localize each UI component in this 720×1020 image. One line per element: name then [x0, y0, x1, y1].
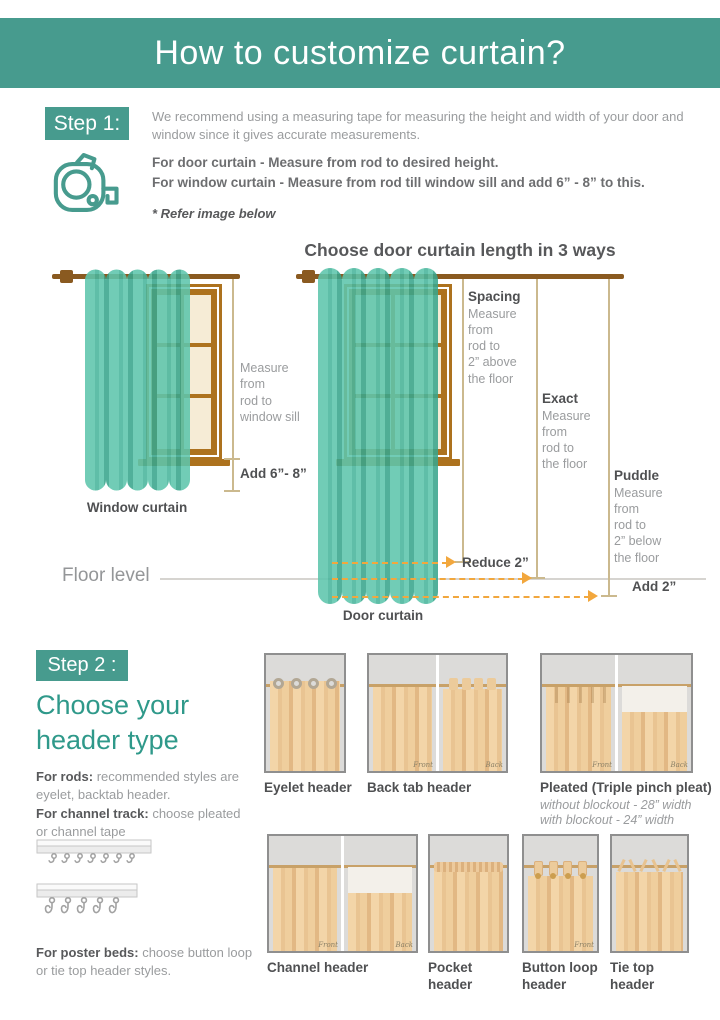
tie-icon [640, 859, 648, 872]
pleated-header-label: Pleated (Triple pinch pleat) [540, 780, 712, 795]
exact-note [542, 390, 591, 473]
title-banner [0, 18, 720, 88]
eyelet-rings [273, 678, 337, 689]
step2-title-line2: header type [36, 724, 179, 755]
window-curtain-illustration [85, 264, 190, 496]
eyelet-ring-icon [308, 678, 319, 689]
puddle-line: 2” below [614, 534, 662, 549]
backtab-tabs [449, 678, 496, 690]
add-6-8-note: Add 6”- 8” [240, 466, 307, 481]
step1-badge [45, 107, 129, 140]
front-script-tag: Front [318, 941, 338, 949]
photo-panel-back [436, 655, 506, 771]
pleated-note-2: with blockout - 24” width [540, 813, 675, 827]
spacing-line: Measure [468, 306, 517, 321]
photo-panel [430, 836, 507, 951]
tie-tops [620, 859, 679, 872]
photo-panel [612, 836, 687, 951]
spacing-line: from [468, 322, 493, 337]
exact-line: rod to [542, 441, 574, 456]
photo-panel [266, 655, 344, 771]
step1-instructions [152, 153, 697, 194]
step2-title [36, 688, 189, 757]
channel-note-bold: For channel track: [36, 805, 149, 821]
puddle-line: rod to [614, 518, 646, 533]
photo-curtain [616, 872, 683, 951]
spacing-title: Spacing [468, 289, 521, 304]
exact-measure-line [536, 278, 538, 579]
step2-title-line1: Choose your [36, 690, 190, 720]
pocket-header-photo [428, 834, 509, 953]
back-script-tag: Back [395, 941, 413, 949]
spacing-measure-line [462, 278, 464, 563]
backtab-header-photo [367, 653, 508, 773]
pocket-header-label: Pocket header [428, 960, 473, 992]
floor-arrow-icon [522, 572, 532, 584]
measure-tick [601, 595, 617, 597]
front-script-tag: Front [413, 761, 433, 769]
window-measure-note [240, 360, 300, 425]
puddle-line: the floor [614, 550, 660, 565]
puddle-line: from [614, 501, 639, 516]
tab-icon [462, 678, 471, 690]
channel-note-text: choose pleated or channel tape [36, 805, 241, 840]
puddle-note [614, 467, 663, 566]
exact-line: the floor [542, 457, 588, 472]
window-curtain-label: Window curtain [86, 500, 188, 515]
backtab-header-label: Back tab header [367, 780, 472, 795]
photo-curtain [273, 868, 337, 951]
tietop-header-photo [610, 834, 689, 953]
step1-intro: We recommend using a measuring tape for measuring the height and width of your door and window since it gives accurate measurements. [152, 109, 684, 143]
rod-finial [60, 270, 73, 283]
back-script-tag: Back [485, 761, 503, 769]
measure-note-line: from [240, 377, 265, 392]
photo-panel-front [542, 655, 615, 771]
blockout-strip [622, 686, 687, 712]
spacing-line: rod to [468, 339, 500, 354]
photo-panel-back [615, 655, 691, 771]
photo-panel [524, 836, 597, 951]
measure-note-line: Measure [240, 361, 289, 375]
exact-title: Exact [542, 391, 579, 406]
add-arrow-icon [588, 590, 598, 602]
exact-line: Measure [542, 408, 591, 423]
photo-panel-front [269, 836, 341, 951]
button-icon [580, 873, 586, 879]
add-dash-line [332, 596, 590, 598]
pleated-header-photo [540, 653, 693, 773]
door-curtain-instruction: For door curtain - Measure from rod to desired height. [152, 155, 499, 170]
spacing-note [468, 288, 521, 387]
refer-note: * Refer image below [152, 206, 276, 221]
rods-note-bold: For rods: [36, 769, 94, 784]
puddle-title: Puddle [614, 468, 660, 483]
add-label: Add 2” [632, 579, 677, 594]
tab-icon [474, 678, 483, 690]
floor-level-label: Floor level [62, 565, 150, 586]
button-icon [550, 873, 556, 879]
puddle-measure-line [608, 278, 610, 597]
photo-curtain [528, 876, 593, 951]
reduce-label: Reduce 2” [462, 555, 529, 570]
poster-beds-note [36, 944, 254, 981]
floor-dash-line [332, 578, 524, 580]
measure-tick [224, 490, 240, 492]
photo-curtain [373, 687, 432, 771]
tie-icon [662, 859, 670, 872]
channel-header-label: Channel header [267, 960, 369, 975]
measure-note-line: window sill [240, 409, 300, 424]
photo-curtain [270, 681, 340, 771]
photo-curtain [434, 864, 503, 951]
poster-note-bold: For poster beds: [36, 945, 139, 960]
window-curtain-instruction: For window curtain - Measure from rod till window sill and add 6” - 8” to this. [152, 175, 645, 191]
tab-icon [487, 678, 496, 690]
pinch-pleats [546, 687, 611, 703]
channel-header-photo [267, 834, 418, 953]
photo-curtain [443, 689, 502, 771]
door-rod-finial [302, 270, 315, 283]
pleated-note-1: without blockout - 28” width [540, 798, 692, 812]
tie-icon [651, 859, 659, 872]
tab-icon [449, 678, 458, 690]
channel-track-shooks-illustration [36, 882, 140, 934]
spacing-line: the floor [468, 371, 514, 386]
exact-line: from [542, 424, 567, 439]
step2-badge [36, 650, 128, 681]
measure-tick [224, 458, 240, 460]
loop-buttons [534, 873, 587, 879]
buttonloop-header-label: Button loop header [522, 960, 598, 992]
diagram-title: Choose door curtain length in 3 ways [304, 240, 616, 260]
tie-icon [629, 859, 637, 872]
puddle-line: Measure [614, 485, 663, 500]
eyelet-header-label: Eyelet header [264, 780, 352, 795]
button-icon [535, 873, 541, 879]
page-title: How to customize curtain? [154, 33, 566, 72]
eyelet-ring-icon [291, 678, 302, 689]
front-script-tag: Front [574, 941, 594, 949]
door-curtain-illustration [318, 264, 438, 608]
pocket-gather [434, 862, 503, 872]
reduce-dash-line [332, 562, 448, 564]
measuring-tape-icon [46, 146, 128, 228]
step2-badge-label: Step 2 : [47, 654, 117, 676]
photo-panel-front [369, 655, 436, 771]
step1-badge-label: Step 1: [53, 111, 121, 135]
spacing-line: 2” above [468, 355, 517, 370]
buttonloop-header-photo [522, 834, 599, 953]
eyelet-header-photo [264, 653, 346, 773]
blockout-strip [348, 867, 412, 893]
tietop-header-label: Tie top header [610, 960, 655, 992]
eyelet-ring-icon [273, 678, 284, 689]
button-icon [565, 873, 571, 879]
tie-icon [617, 859, 625, 872]
eyelet-ring-icon [326, 678, 337, 689]
back-script-tag: Back [670, 761, 688, 769]
rods-note [36, 768, 254, 842]
channel-track-rings-illustration [36, 838, 154, 876]
photo-panel-back [341, 836, 416, 951]
poster-note-text: choose button loop or tie top header styles. [36, 945, 253, 979]
front-script-tag: Front [592, 761, 612, 769]
reduce-arrow-icon [446, 556, 456, 568]
measure-note-line: rod to [240, 393, 272, 408]
rods-note-text: recommended styles are eyelet, backtab header. [36, 769, 240, 803]
door-curtain-label: Door curtain [342, 608, 424, 623]
